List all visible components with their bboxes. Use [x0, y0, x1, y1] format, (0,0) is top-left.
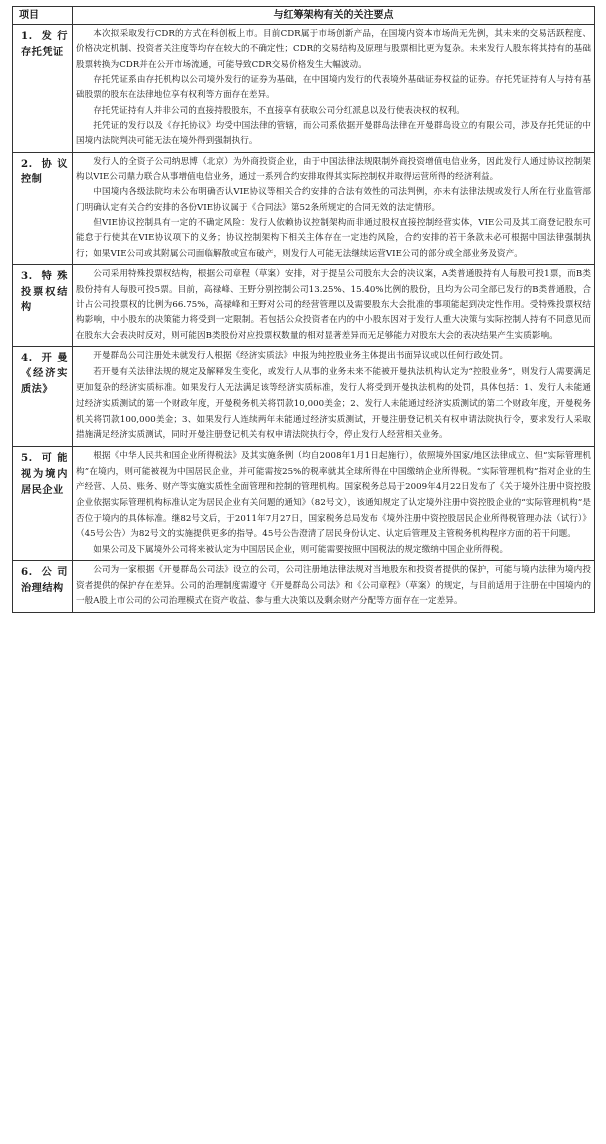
table-row: [13, 265, 595, 347]
row-content: [73, 25, 595, 153]
paragraph: 若开曼有关法律法规的规定及解释发生变化，或发行人从事的业务未来不能被开曼执法机构认定为“控股业务”，则发行人需要满足更加复杂的经济实质标准。如果发行人无法满足该等经济实质标准，发行人将受到开曼执法机构的处罚，具体包括：1、发行人未能通过经济实质测试的第一个财政年度，开曼税务机关将罚款10,000美金；2、发行人未能通过经济实质测试的第二个财政年度，开曼税务机关将罚款100,000美金；3、如果发行人连续两年未能通过经济实质测试，开曼注册登记机关有权申请法院执行令，要求发行人采取措施满足经济实质测试，同时开曼注册登记机关有权申请法院执行令，停止发行人经营相关业务。: [76, 366, 591, 441]
row-content: [73, 152, 595, 264]
paragraph: 本次拟采取发行CDR的方式在科创板上市。目前CDR属于市场创新产品，在国境内资本市场尚无先例，其未来的交易活跃程度、价格决定机制、投资者关注度等均存在较大的不确定性；CDR的交易结构及原理与股票相比更为复杂。未来发行人股东将其持有的基础股票转换为CDR并在公开市场流通，可能导致CDR交易价格发生大幅波动。: [76, 29, 591, 70]
row-item-label: 4. 开曼《经济实质法》: [13, 346, 73, 446]
paragraph: 公司采用特殊投票权结构，根据公司章程（草案）安排，对于提呈公司股东大会的决议案，A类普通股持有人每股可投1票，而B类股份持有人每股可投5票。目前，高禄峰、王野分别控制公司13.25%、15.40%比例的股份，且均为公司全部已发行的B类普通股，合计占公司投票权的比例为66.75%，高禄峰和王野对公司的经营管理以及需要股东大会批准的事项能起到决定性作用。受特殊投票权结构影响，中小股东的决策能力将受到一定限制。若包括公众投资者在内的中小股东因对于发行人重大决策与实际控制人持有不同意见而在股东大会表决时反对，则可能因B类股份对应投票权数量的相对显著差异而无足够能力对股东大会的表决结果产生实质影响。: [76, 269, 591, 341]
row-item-label: 5. 可能视为境内居民企业: [13, 447, 73, 561]
paragraph: 根据《中华人民共和国企业所得税法》及其实施条例（均自2008年1月1日起施行），依照境外国家/地区法律成立、但“实际管理机构”在境内，则可能被视为中国居民企业，并可能需按25%的税率就其全球所得在中国缴纳企业所得税。“实际管理机构”指对企业的生产经营、人员、账务、财产等实施实质性全面管理和控制的管理机构。国家税务总局于2009年4月22日发布了《关于境外注册中资控股企业依据实际管理机构标准认定为居民企业有关问题的通知》（82号文），该通知规定了认定境外注册中资控股企业的“实际管理机构”是否位于境内的具体标准。继82号文后，于2011年7月27日，国家税务总局发布《境外注册中资控股居民企业所得税管理办法（试行）》（45号公告）为82号文的实施提供更多的指导。45号公告澄清了居民身份认定、认定后管理及主管税务机构程序方面的若干问题。: [76, 451, 591, 540]
row-item-label: 2. 协议控制: [13, 152, 73, 264]
header-focus-points: 与红筹架构有关的关注要点: [73, 7, 595, 25]
table-row: [13, 447, 595, 561]
table-row: [13, 346, 595, 446]
row-item-label: 1. 发行存托凭证: [13, 25, 73, 153]
row-content: [73, 346, 595, 446]
row-item-label: 3. 特殊投票权结构: [13, 265, 73, 347]
row-content: [73, 561, 595, 613]
table-row: [13, 25, 595, 153]
paragraph: 存托凭证持有人并非公司的直接持股股东，不直接享有获取公司分红派息以及行使表决权的权利。: [93, 105, 465, 116]
paragraph: 公司为一家根据《开曼群岛公司法》设立的公司，公司注册地法律法规对当地股东和投资者提供的保护，可能与境内法律为境内投资者提供的保护存在差异。公司的治理制度需遵守《开曼群岛公司法》和《公司章程》（草案）的规定，与目前适用于注册在中国境内的一般A股上市公司的公司治理模式在资产收益、参与重大决策以及剩余财产分配等方面存在一定差异。: [76, 565, 591, 607]
paragraph: 但VIE协议控制具有一定的不确定风险：发行人依赖协议控制架构而非通过股权直接控制经营实体，VIE公司及其工商登记股东可能怠于行使其在VIE协议项下的义务；协议控制架构下相关主体存在一定违约风险，合约安排的若干条款未必可根据中国法律强制执行；如果VIE公司或其附属公司面临解散或宣布破产，则发行人可能无法继续运营VIE公司的部分或全部业务及资产。: [76, 218, 591, 259]
table-row: [13, 152, 595, 264]
row-content: [73, 265, 595, 347]
paragraph: 中国境内各级法院均未公布明确否认VIE协议等相关合约安排的合法有效性的司法判例，亦未有法律法规或发行人所在行业监管部门明确认定有关合约安排的各份VIE协议属于《合同法》第52条所规定的合同无效的法定情形。: [76, 187, 591, 213]
header-item: 项目: [13, 7, 73, 25]
paragraph: 如果公司及下属境外公司将来被认定为中国居民企业，则可能需要按照中国税法的规定缴纳中国企业所得税。: [93, 544, 509, 555]
table-row: [13, 561, 595, 613]
row-item-label: 6. 公司治理结构: [13, 561, 73, 613]
red-chip-risk-table: [12, 6, 595, 613]
table-header-row: [13, 7, 595, 25]
paragraph: 发行人的全资子公司纳思博（北京）为外商投资企业，由于中国法律法规限制外商投资增值电信业务，因此发行人通过协议控制架构以VIE公司鼎力联合从事增值电信业务，通过一系列合约安排取得其实际控制权并取得运营所得的经济利益。: [76, 156, 591, 183]
paragraph: 托凭证的发行以及《存托协议》均受中国法律的管辖，而公司系依据开曼群岛法律在开曼群岛设立的有限公司，涉及存托凭证的中国境内法院判决可能无法在境外得到强制执行。: [76, 121, 591, 147]
document-page: [12, 6, 594, 613]
paragraph: 开曼群岛公司注册处未就发行人根据《经济实质法》申报为纯控股业务主体提出书面异议或以任何行政处罚。: [93, 350, 509, 361]
paragraph: 存托凭证系由存托机构以公司境外发行的证券为基础，在中国境内发行的代表境外基础证券权益的证券。存托凭证持有人与持有基础股票的股东在法律地位享有权利等方面存在差异。: [76, 75, 591, 101]
row-content: [73, 447, 595, 561]
